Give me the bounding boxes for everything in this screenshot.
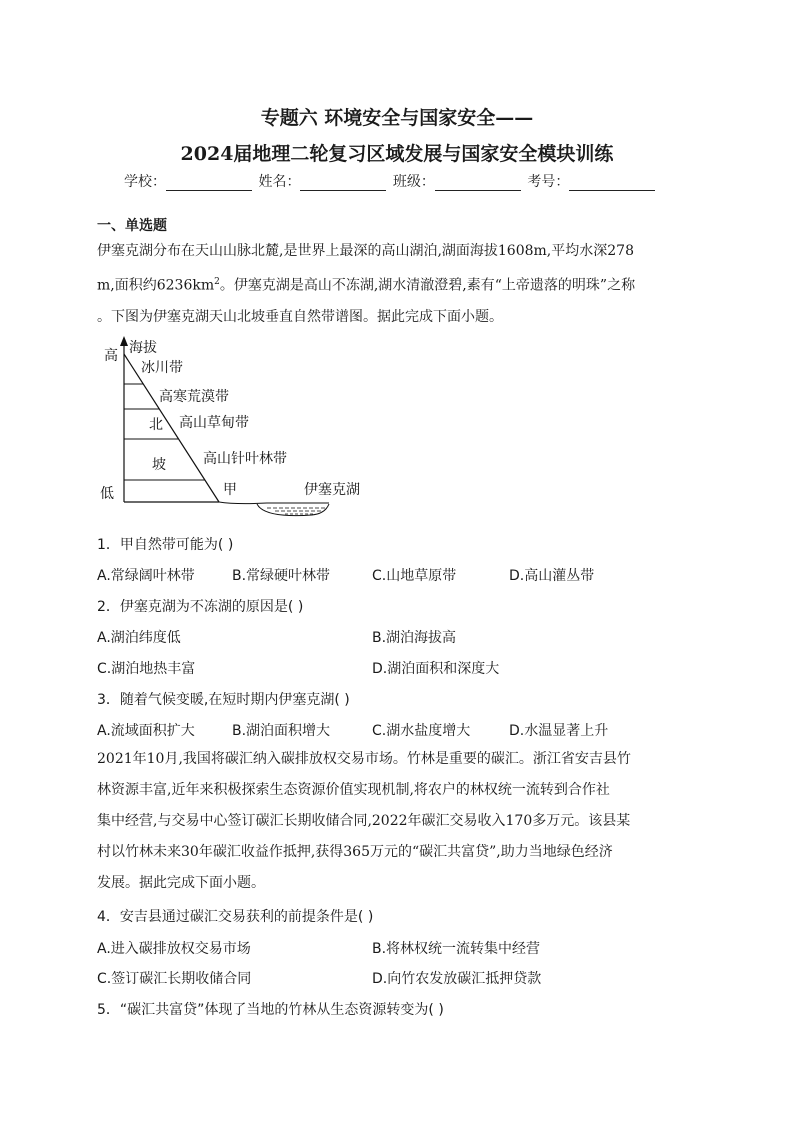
title-line-2: 2024届地理二轮复习区域发展与国家安全模块训练 <box>180 143 614 165</box>
passage-1-line-2: m,面积约$6236km^2$。伊塞克湖是高山不冻湖,湖水清澈澄碧,素有“上帝遗落的明珠”之称 <box>97 277 636 294</box>
axis-label: 海拔 <box>129 340 157 356</box>
lake-surface <box>219 502 329 504</box>
q4-option-a[interactable]: A.进入碳排放权交易市场 <box>97 941 251 957</box>
slope-char-1: 北 <box>149 417 163 433</box>
passage-1-line-1: 伊塞克湖分布在天山山脉北麓,是世界上最深的高山湖泊,湖面海拔1608m,平均水深278 <box>97 243 634 259</box>
q3-option-c[interactable]: C.湖水盐度增大 <box>372 723 471 739</box>
q1-option-c[interactable]: C.山地草原带 <box>372 568 457 584</box>
slope-char-2: 坡 <box>152 457 166 473</box>
zone-label-4: 高山针叶林带 <box>203 451 287 467</box>
school-blank <box>166 176 252 191</box>
question-3-stem: 3．随着气候变暖,在短时期内伊塞克湖( ) <box>97 692 350 708</box>
low-label: 低 <box>100 486 114 502</box>
vertical-zonation-diagram <box>97 332 387 522</box>
passage-2-line-4: 村以竹林未来30年碳汇收益作抵押,获得365万元的“碳汇共富贷”,助力当地绿色经济 <box>97 844 613 860</box>
q4-option-c[interactable]: C.签订碳汇长期收储合同 <box>97 971 252 987</box>
zone-label-2: 高寒荒漠带 <box>159 389 229 405</box>
title-line-1: 专题六 环境安全与国家安全—— <box>260 107 534 129</box>
zone-label-jia: 甲 <box>223 482 237 498</box>
question-2-stem: 2．伊塞克湖为不冻湖的原因是( ) <box>97 599 304 615</box>
q4-option-d[interactable]: D.向竹农发放碳汇抵押贷款 <box>372 971 542 987</box>
q4-option-b[interactable]: B.将林权统一流转集中经营 <box>372 941 541 957</box>
q3-option-a[interactable]: A.流域面积扩大 <box>97 723 195 739</box>
q1-option-a[interactable]: A.常绿阔叶林带 <box>97 568 195 584</box>
high-label: 高 <box>104 348 118 364</box>
q2-option-b[interactable]: B.湖泊海拔高 <box>372 630 457 646</box>
q3-option-b[interactable]: B.湖泊面积增大 <box>232 723 331 739</box>
passage-1 <box>97 236 697 333</box>
axis-arrow-icon <box>120 336 128 346</box>
zone-label-3: 高山草甸带 <box>179 415 249 431</box>
name-blank <box>300 176 386 191</box>
exam-no-label: 考号： <box>527 174 570 190</box>
name-label: 姓名： <box>258 174 301 190</box>
q2-option-d[interactable]: D.湖泊面积和深度大 <box>372 661 500 677</box>
lake-label: 伊塞克湖 <box>304 482 360 498</box>
passage-2-line-1: 2021年10月,我国将碳汇纳入碳排放权交易市场。竹林是重要的碳汇。浙江省安吉县竹 <box>97 751 631 767</box>
passage-2-line-5: 发展。据此完成下面小题。 <box>97 875 265 891</box>
question-5-stem: 5．“碳汇共富贷”体现了当地的竹林从生态资源转变为( ) <box>97 1002 444 1018</box>
class-label: 班级： <box>392 174 435 190</box>
q1-option-b[interactable]: B.常绿硬叶林带 <box>232 568 331 584</box>
school-label: 学校： <box>124 174 166 190</box>
passage-2-line-2: 林资源丰富,近年来积极探索生态资源价值实现机制,将农户的林权统一流转到合作社 <box>97 782 610 798</box>
passage-2 <box>97 744 697 899</box>
exam-no-blank <box>569 176 655 191</box>
zone-label-1: 冰川带 <box>141 360 183 376</box>
q3-option-d[interactable]: D.水温显著上升 <box>509 723 609 739</box>
section-heading: 一、单选题 <box>97 218 167 234</box>
q2-option-a[interactable]: A.湖泊纬度低 <box>97 630 181 646</box>
passage-1-line-3: 。下图为伊塞克湖天山北坡垂直自然带谱图。据此完成下面小题。 <box>97 308 503 325</box>
q2-option-c[interactable]: C.湖泊地热丰富 <box>97 661 196 677</box>
q1-option-d[interactable]: D.高山灌丛带 <box>509 568 595 584</box>
student-info-row <box>124 171 657 191</box>
passage-2-line-3: 集中经营,与交易中心签订碳汇长期收储合同,2022年碳汇交易收入170多万元。该县某 <box>97 813 631 829</box>
question-4-stem: 4．安吉县通过碳汇交易获利的前提条件是( ) <box>97 909 374 925</box>
class-blank <box>435 176 521 191</box>
question-1-stem: 1．甲自然带可能为( ) <box>97 537 234 553</box>
